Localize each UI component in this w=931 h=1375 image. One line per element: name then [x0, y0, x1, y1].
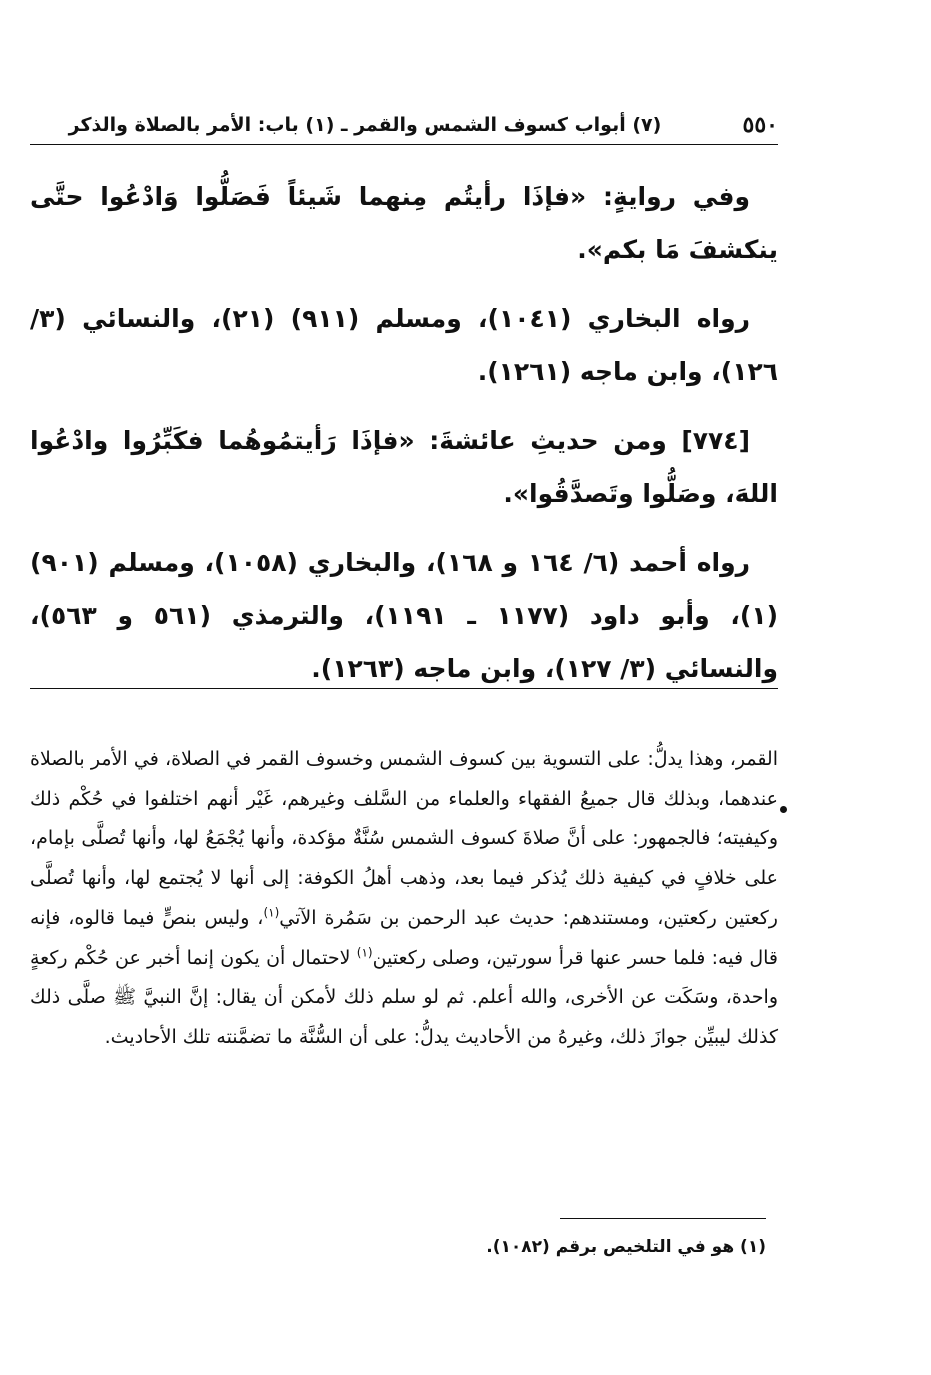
section-divider — [30, 688, 778, 689]
commentary-block — [30, 740, 778, 1058]
footnote-ref-2: (١) — [356, 945, 373, 960]
commentary-text-part-1: القمر، وهذا يدلُّ: على التسوية بين كسوف الشمس وخسوف القمر في الصلاة، في الأمر بالصلاة عندهما، وبذلك قال جميعُ الفقهاء والعلماء من السَّلف وغيرهم، غَيْر أنهم اختلفوا في حُكْم ذلك وكيفيته؛ فالجمهور: على أنَّ صلاةَ كسوف الشمس سُنَّةٌ مؤكدة، وأنها يُجْمَعُ لها، وأنها تُصلَّى بإمام، على خلافٍ في كيفية ذلك يُذكر فيما بعد، وذهب أهلُ الكوفة: إلى أنها لا يُجتمع لها، وأنها تُصلَّى ركعتين ركعتين، ومستندهم: حديث عبد الرحمن بن سَمُرة الآتي — [30, 748, 778, 929]
commentary-text-part-3: لاحتمال أن يكون إنما أخبر عن حُكْم ركعةٍ واحدة، وسَكَت عن الأخرى، والله أعلم. ثم لو سلم ذلك لأمكن أن يقال: إنَّ النبيَّ ﷺ صلَّى ذلك كذلك ليبيِّن جوازَ ذلك، وغيرهُ من الأحاديث يدلُّ: على أن السُّنَّة ما تضمَّنته تلك الأحاديث. — [30, 946, 778, 1048]
chapter-title: (٧) أبواب كسوف الشمس والقمر ـ (١) باب: الأمر بالصلاة والذكر — [68, 114, 662, 136]
running-header — [30, 112, 778, 145]
hadith-text-block — [30, 170, 778, 711]
footnote-divider — [560, 1218, 766, 1219]
hadith-narration: وفي روايةٍ: «فإذَا رأيتُم مِنهما شَيئاً فَصَلُّوا وَادْعُوا حتَّى ينكشفَ مَا بكم». — [30, 182, 778, 264]
hadith-narration-774: [٧٧٤] ومن حديثِ عائشةَ: «فإذَا رَأيتمُوهُما فكَبِّرُوا وادْعُوا اللهَ، وصَلُّوا وتَصدَّقُوا». — [30, 426, 778, 508]
page-number: ٥٥٠ — [742, 112, 778, 138]
footnote: (١) هو في التلخيص برقم (١٠٨٢). — [486, 1237, 766, 1257]
commentary-text-part-2: ، وليس بنصٍّ فيما قالوه، فإنه قال فيه: فلما حسر عنها قرأ سورتين، وصلى ركعتين — [30, 906, 778, 969]
commentary-paragraph — [30, 740, 778, 1058]
hadith-citation-774: رواه أحمد (٦/ ١٦٤ و ١٦٨)، والبخاري (١٠٥٨)، ومسلم (٩٠١) (١)، وأبو داود (١١٧٧ ـ ١١٩١)، والترمذي (٥٦١ و ٥٦٣)، والنسائي (٣/ ١٢٧)، وابن ماجه (١٢٦٣). — [30, 548, 779, 683]
footnote-ref-1: (١) — [263, 905, 280, 920]
hadith-citation: رواه البخاري (١٠٤١)، ومسلم (٩١١) (٢١)، والنسائي (٣/ ١٢٦)، وابن ماجه (١٢٦١). — [30, 304, 778, 386]
margin-marker-dot — [780, 806, 787, 813]
